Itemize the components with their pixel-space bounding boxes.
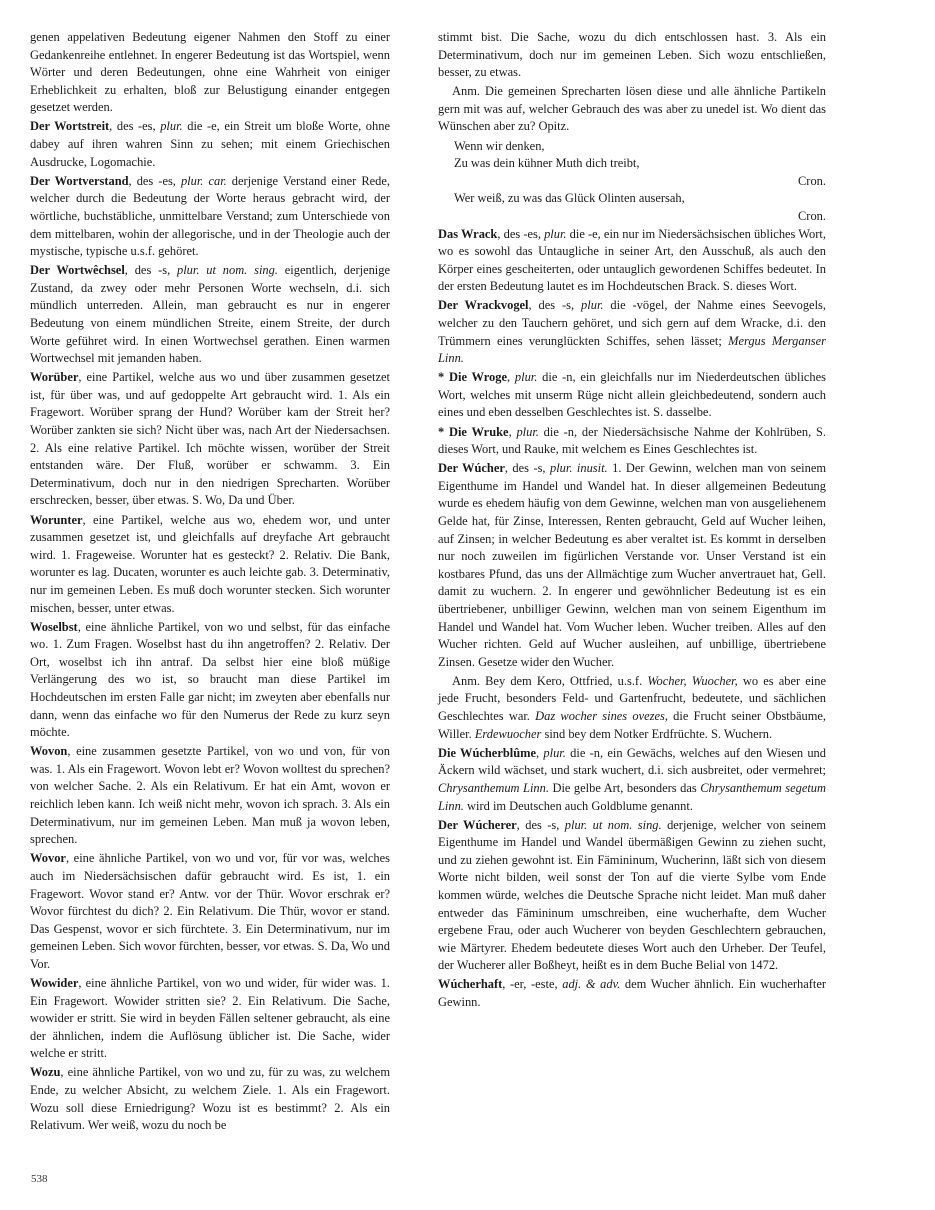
poem-source: Cron. [798, 173, 826, 188]
entry-headword: Wúcherhaft [438, 977, 503, 992]
left-column [30, 29, 390, 1136]
poem-line: Wenn wir denken, [454, 138, 545, 153]
entry-headword: * Die Wroge [438, 370, 507, 385]
entry-definition: , des -s, plur. die -vögel, der Nahme eines Seevogels, welcher zu den Tauchern gehöret, und sich gern auf dem Wracke, d.i. den Trümmern eines verunglückten Schiffes, sehen lässet; Mergus Merganser Linn. [438, 298, 826, 366]
dictionary-entry [438, 460, 826, 671]
entry-headword: Wovon [30, 744, 68, 759]
entry-definition: , des -es, plur. car. derjenige Verstand einer Rede, welcher durch die Bedeutung der Worte heraus gebracht wird, der wörtliche, buchstäbliche, unmittelbare Verstand; zum Unterschiede von dem mittelbaren, wohin der allegorische, und in der Theologie auch der mystische, typische u.s.f. gehöret. [30, 173, 390, 259]
entry-definition: , eine Partikel, welche aus wo und über zusammen gesetzet ist, für über was, und auf gedoppelte Art gebraucht wird. 1. Als ein Fragewort. Worüber sprang der Hund? Worüber kam der Streit her? Worüber zankten sie sich? Nicht über was, nach Art der Niedersachsen. 2. Als eine relative Partikel. Ich möchte wissen, worüber der Streit entstanden wäre. Der Fluß, worüber er schwamm. 3. Ein Determinativum, doch nur in den niedrigen Sprecharten. Worüber erschrecken, besser, über etwas. S. Wo, Da und Über. [30, 370, 390, 508]
right-entries [438, 226, 826, 672]
entry-definition: , des -s, plur. ut nom. sing. derjenige, welcher von seinem Eigenthume im Handel und Wandel übermäßigen Gewinn zu ziehen sucht, und zu ziehen gewohnt ist. Ein Fämininum, Wucherinn, läßt sich von diesem Worte nicht bilden, weil sonst der Ton auf die vierte Sylbe vom Ende kommen würde, welches die Deutsche Sprache nicht leidet. Man muß daher entweder das Fämininum umschreiben, eine wucherhafte, dem Wucher ergebene Frau, oder auch Wucherer von beyden Geschlechtern gebrauchen, wie Märtyrer. Ehedem bedeutete dieses Wort auch den Urheber. Der Teufel, der Wucherer aller Boßheyt, heißt es in dem Buche Belial von 1472. [438, 817, 827, 973]
entry-definition: , plur. die -n, ein Gewächs, welches auf den Wiesen und Äckern wild wächset, und stark wuchert, d.i. sich ausbreitet, oder vermehret; Chrysanthemum Linn. Die gelbe Art, besonders das Chrysanthemum segetum Linn. wird im Deutschen auch Goldblume genannt. [438, 745, 826, 813]
right-entries-2 [438, 745, 826, 1012]
annotation-note: Anm. Die gemeinen Sprecharten lösen diese und alle ähnliche Partikeln gern mit was auf, welcher Gebrauch des was aber zu unedel ist. Wo dient das Wünschen aber zu? Opitz. [438, 84, 826, 134]
entry-headword: Der Wúcherer [438, 817, 517, 832]
dictionary-page [30, 29, 826, 1179]
dictionary-entry [30, 173, 390, 261]
entry-headword: Das Wrack [438, 226, 498, 241]
entry-definition: , -er, -este, adj. & adv. dem Wucher ähnlich. Ein wucherhafter Gewinn. [438, 977, 827, 1010]
entry-headword: Worunter [30, 512, 83, 527]
dictionary-entry [30, 29, 390, 117]
annotation-note-2: Anm. Bey dem Kero, Ottfried, u.s.f. Wocher, Wuocher, wo es aber eine jede Frucht, besonders Feld- und Gartenfrucht, bedeutete, und sächlichen Geschlechtes war. Daz wocher sines ovezes, die Frucht seiner Obstbäume, Willer. Erdewuocher sind bey dem Notker Erdfrüchte. S. Wuchern. [438, 673, 826, 741]
entry-headword: Wozu [30, 1065, 61, 1080]
entry-definition: , eine ähnliche Partikel, von wo und vor, für vor was, welches auch im Niedersächsischen dafür gebraucht wird. Es ist, 1. ein Fragewort. Wovor stand er? Antw. vor der Thür. Wovor erschrak er? Wovor fürchtest du dich? 2. Ein Relativum. Die Thür, wovor er stand. Das Gespenst, wovor er sich fürchtete. 3. Ein Determinativum, nur im gemeinen Leben. Sich wovor fürchten, besser, vor etwas. S. Da, Wo und Vor. [30, 851, 390, 971]
entry-headword: Die Wúcherblûme [438, 745, 537, 760]
entry-headword: * Die Wruke [438, 424, 509, 439]
poem-line: Zu was dein kühner Muth dich treibt, [454, 156, 640, 171]
dictionary-entry [438, 369, 826, 422]
dictionary-entry [438, 976, 826, 1011]
right-column [438, 29, 826, 1013]
dictionary-entry [438, 745, 826, 815]
entry-headword: Worüber [30, 370, 79, 385]
entry-definition: , eine ähnliche Partikel, von wo und wider, für wider was. 1. Ein Fragewort. Wowider stritten sie? 2. Ein Relativum. Die Sache, wowider er stritt. Sie wird in beyden Fällen seltener gebraucht, als eine der ähnlichen, indem die Auflösung üblicher ist. Die Sache, wider welche er stritt. [30, 975, 390, 1061]
entry-definition: genen appelativen Bedeutung eigener Nahmen den Stoff zu einer Gedankenreihe entlehnet. In engerer Bedeutung ist das Wortspiel, wenn Wörter und deren Bedeutungen, ohne eine Wahrheit von einiger Erheblichkeit zu erhalten, bloß zur Belustigung einander entgegen gesetzet werden. [30, 30, 390, 115]
entry-headword: Der Wortverstand [30, 173, 129, 188]
entry-definition: , des -es, plur. die -e, ein nur im Niedersächsischen übliches Wort, wo es sowohl das Untaugliche in seiner Art, den Ausschuß, als auch den Körper eines gescheiterten, oder untauglich gewordenen Schiffes bedeutet. In der ersten Bedeutung lautet es im Hochdeutschen Brack. S. dieses Wort. [438, 226, 826, 294]
entry-definition: , eine Partikel, welche aus wo, ehedem wor, und unter zusammen gesetzet ist, und gleichfalls auf dreyfache Art gebraucht wird. 1. Frageweise. Worunter hat es gesteckt? 2. Relativ. Die Bank, worunter es lag. Ducaten, worunter es auch leichte gab. 3. Determinativ, nur im gemeinen Leben. Es muß doch worunter stecken. Sich worunter mischen, besser, unter etwas. [30, 512, 390, 615]
entry-headword: Woselbst [30, 619, 78, 634]
entry-definition: , des -s, plur. inusit. 1. Der Gewinn, welchen man von seinem Eigenthume im Handel und Wandel hat. In dieser allgemeinen Bedeutung wurde es ehedem häufig von dem Gewinne, welchen man von ausgeliehenem Gelde hat, für Zinse, Interessen, Renten gebraucht, Geld auf Wucher leihen, auf Zinsen; in welcher Bedeutung es aber veraltet ist. Es kommt in derselben nur noch zuweilen im figürlichen Verstande vor. Unser Verstand ist ein kostbares Pfund, das uns der Allmächtige zum Wucher anvertrauet hat, Gell. damit zu wuchern. 2. In engerer und gewöhnlicher Bedeutung ist es ein übertriebener, unbilliger Gewinn, welchen man von seinem Eigenthum im Handel und Wandel hat. Vom Wucher leben. Wucher treiben. Alles auf den Wucher richten. Geld auf Wucher ausleihen, auf unbillige, übertriebene Zinsen. Gesetze wider den Wucher. [438, 461, 827, 669]
dictionary-entry [30, 850, 390, 973]
page-number: 538 [31, 1173, 48, 1185]
dictionary-entry [30, 975, 390, 1063]
entry-definition: , plur. die -n, ein gleichfalls nur im Niederdeutschen übliches Wort, welches mit unserm Rüge nicht allein gleichbedeutend, sondern auch eines und eben desselben Geschlechtes ist. S. dasselbe. [438, 370, 827, 420]
dictionary-entry [438, 297, 826, 367]
dictionary-entry [30, 369, 390, 510]
dictionary-entry [30, 262, 390, 368]
poem-line: Wer weiß, zu was das Glück Olinten ausersah, [454, 191, 685, 206]
dictionary-entry [30, 118, 390, 171]
dictionary-entry [30, 512, 390, 618]
entry-headword: Der Wrackvogel [438, 298, 529, 313]
dictionary-entry [438, 226, 826, 296]
entry-definition: , plur. die -n, der Niedersächsische Nahme der Kohlrüben, S. dieses Wort, und Rauke, mit welchem es Eines Geschlechtes ist. [438, 424, 826, 457]
entry-definition: , eine ähnliche Partikel, von wo und zu, für zu was, zu welchem Ende, zu welcher Absicht, zu welchem Ziele. 1. Als ein Fragewort. Wozu soll diese Erniedrigung? Wozu ist es bestimmt? 2. Als ein Relativum. Wer weiß, wozu du noch be [30, 1065, 390, 1133]
entry-headword: Der Wortwêchsel [30, 263, 125, 278]
entry-headword: Wowider [30, 975, 79, 990]
dictionary-entry [30, 743, 390, 849]
dictionary-entry [438, 424, 826, 459]
entry-headword: Der Wúcher [438, 461, 505, 476]
dictionary-entry [30, 619, 390, 742]
entry-headword: Wovor [30, 851, 66, 866]
poem-source: Cron. [798, 208, 826, 223]
dictionary-entry [30, 1064, 390, 1134]
dictionary-entry [438, 817, 826, 975]
entry-definition: , eine zusammen gesetzte Partikel, von wo und von, für von was. 1. Als ein Fragewort. Wovon lebt er? Wovon wolltest du sprechen? von welcher Sache. 2. Als ein Relativum. Er hat ein Amt, wovon er reichlich leben kann. Ich weiß nicht mehr, wovon ich sprach. 3. Als ein Determinativum, nur im gemeinen Leben. Man muß ja wovon leben, sprechen. [30, 744, 390, 847]
entry-headword: Der Wortstreit [30, 119, 110, 134]
entry-definition: , des -es, plur. die -e, ein Streit um bloße Worte, ohne dabey auf ihren wahren Sinn zu sehen; mit einem Griechischen Ausdrucke, Logomachie. [30, 119, 390, 169]
entry-definition: , des -s, plur. ut nom. sing. eigentlich, derjenige Zustand, da zwey oder mehr Personen Worte wechseln, d.i. sich mündlich unterreden. Allein, man gebraucht es nur in engerer Bedeutung von einem mündlichen Streite, einem Streite, der durch Worte geführet wird. In einen Wortwechsel gerathen. Einen warmen Wortwechsel mit jemanden haben. [30, 263, 390, 366]
entry-definition: , eine ähnliche Partikel, von wo und selbst, für das einfache wo. 1. Zum Fragen. Woselbst hast du ihn angetroffen? 2. Relativ. Der Ort, woselbst ich ihn antraf. Da selbst hier eine bloß müßige Verlängerung des wo ist, so braucht man diese Partikel im Hochdeutschen im ersten Falle gar nicht; im zweyten aber ebenfalls nur dann, wenn das einfache wo für den Numerus der Rede zu kurz seyn möchte. [30, 619, 390, 740]
continued-entry-text: stimmt bist. Die Sache, wozu du dich entschlossen hast. 3. Als ein Determinativum, doch nur im gemeinen Leben. Sich wozu entschließen, besser, zu etwas. [438, 30, 826, 80]
